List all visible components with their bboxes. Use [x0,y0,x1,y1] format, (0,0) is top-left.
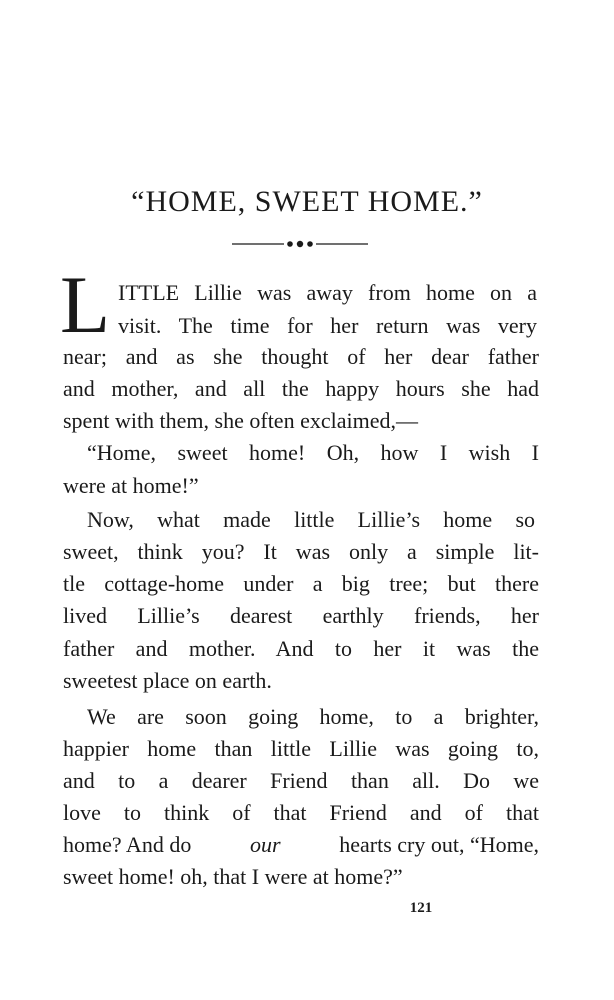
text-line: and mother, and all the happy hours she had [63,376,539,401]
text-line: sweet, think you? It was only a simple lit- [63,539,539,564]
text-line: love to think of that Friend and of that [63,800,539,825]
text-line: tle cottage-home under a big tree; but there [63,571,539,596]
text-line: sweetest place on earth. [63,668,272,693]
text-line: “Home, sweet home! Oh, how I wish I [87,440,539,465]
text-line: and to a dearer Friend than all. Do we [63,768,539,793]
drop-cap: L [60,259,111,350]
text-line: ITTLE Lillie was away from home on a [118,280,537,305]
text-line: were at home!” [63,473,199,498]
text-line: lived Lillie’s dearest earthly friends, her [63,603,539,628]
text-segment: hearts cry out, “Home, [339,832,539,857]
ornament-divider [232,238,368,250]
text-segment: home? And do [63,832,192,857]
chapter-title: “HOME, SWEET HOME.” [131,185,483,218]
text-line: spent with them, she often exclaimed,— [63,408,418,433]
text-line: sweet home! oh, that I were at home?” [63,864,403,889]
emphasized-word: our [250,832,281,857]
text-line: visit. The time for her return was very [118,313,537,338]
page-number: 121 [409,900,433,916]
text-line: father and mother. And to her it was the [63,636,539,661]
text-line: near; and as she thought of her dear father [63,344,539,369]
text-line: Now, what made little Lillie’s home so [87,507,535,532]
text-line: happier home than little Lillie was going to, [63,736,539,761]
text-line [63,830,539,860]
text-line: We are soon going home, to a brighter, [87,704,539,729]
